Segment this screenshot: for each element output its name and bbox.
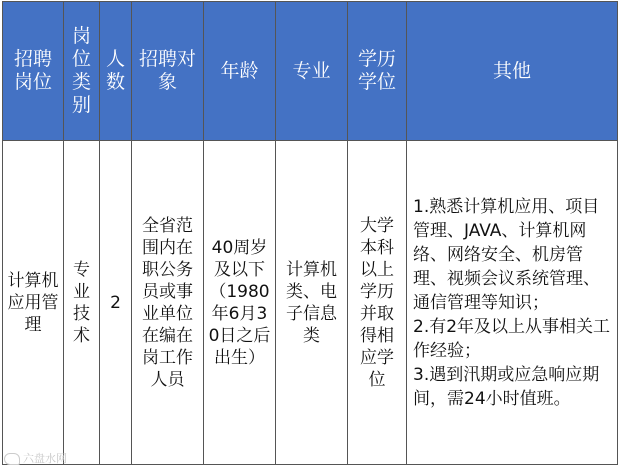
table-row xyxy=(3,141,618,465)
header-other: 其他 xyxy=(407,2,618,141)
header-row xyxy=(3,2,618,141)
cell-post: 计算机应用管理 xyxy=(3,141,64,465)
header-major: 专业 xyxy=(276,2,348,141)
header-count: 人数 xyxy=(100,2,132,141)
watermark xyxy=(4,450,67,466)
other-item-1: 1.熟悉计算机应用、项目管理、JAVA、计算机网络、网络安全、机房管理、视频会议系统管理、通信管理等知识； xyxy=(413,196,600,313)
weibo-logo-icon xyxy=(4,453,20,465)
cell-other xyxy=(407,141,618,465)
cell-education: 大学本科以上学历并取得相应学位 xyxy=(348,141,407,465)
other-item-3: 3.遇到汛期或应急响应期间，需24小时值班。 xyxy=(413,364,600,409)
header-category: 岗位类别 xyxy=(64,2,100,141)
cell-major: 计算机类、电子信息类 xyxy=(276,141,348,465)
other-item-2: 2.有2年及以上从事相关工作经验； xyxy=(413,316,611,361)
recruitment-table xyxy=(2,1,618,465)
header-post: 招聘岗位 xyxy=(3,2,64,141)
header-target: 招聘对象 xyxy=(132,2,204,141)
header-education: 学历学位 xyxy=(348,2,407,141)
cell-count: 2 xyxy=(100,141,132,465)
cell-category: 专业技术 xyxy=(64,141,100,465)
cell-target: 全省范围内在职公务员或事业单位在编在岗工作人员 xyxy=(132,141,204,465)
watermark-text: 六盘水网 xyxy=(23,452,67,465)
header-age: 年龄 xyxy=(204,2,276,141)
cell-age: 40周岁及以下（1980年6月30日之后出生） xyxy=(204,141,276,465)
